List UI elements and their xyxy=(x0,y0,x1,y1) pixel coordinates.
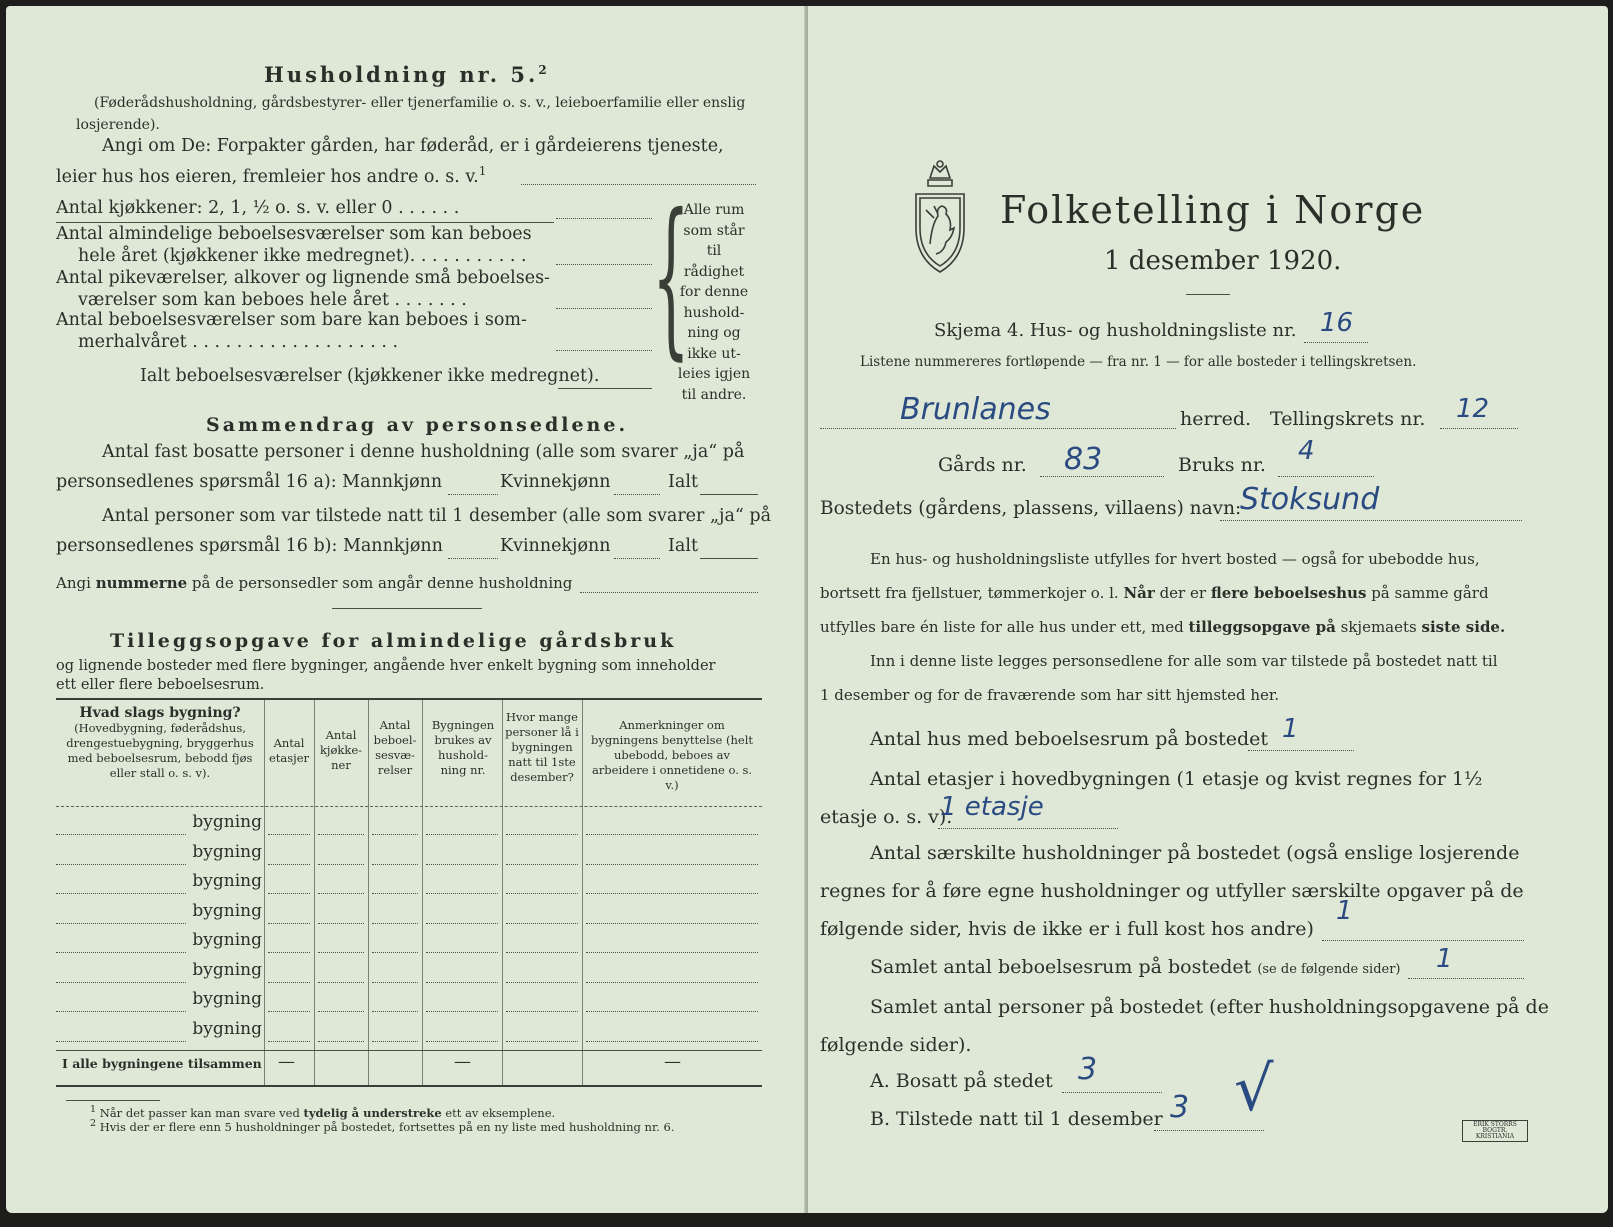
table-cell[interactable] xyxy=(426,952,498,953)
summary-2-male-answer[interactable] xyxy=(448,558,498,559)
rooms-regular-2: hele året (kjøkkener ikke medregnet). . . . . . . . . . . xyxy=(78,246,527,266)
para-1c xyxy=(820,618,1505,636)
footnote-1-post: ett av eksemplene. xyxy=(445,1105,556,1120)
intro-line-2 xyxy=(56,164,486,187)
brace-note xyxy=(674,200,754,405)
table-row-input[interactable] xyxy=(56,1041,186,1042)
table-total-separator xyxy=(56,1050,762,1051)
household-title xyxy=(264,62,550,87)
footnote-1-pre: Når det passer kan man svare ved xyxy=(99,1105,300,1120)
printer-stamp: ERIK STORRS BOGTR. KRISTIANIA xyxy=(1462,1120,1528,1142)
header-kitchens: Antal kjøkke-ner xyxy=(319,728,363,772)
summary-2-female-answer[interactable] xyxy=(614,558,660,559)
right-page xyxy=(808,6,1608,1213)
table-row-label: bygning xyxy=(192,841,262,862)
table-row-input[interactable] xyxy=(56,893,186,894)
table-cell[interactable] xyxy=(318,893,364,894)
table-cell[interactable] xyxy=(426,1011,498,1012)
footnote-1-bold: tydelig å understreke xyxy=(303,1105,442,1120)
table-cell[interactable] xyxy=(426,982,498,983)
rooms-kitchens-answer[interactable] xyxy=(556,218,652,219)
bruks-label: Bruks nr. xyxy=(1178,454,1266,476)
tellingskrets-line xyxy=(1440,428,1518,429)
header-floors: Antal etasjer xyxy=(268,736,310,765)
summary-1-total-label: Ialt xyxy=(668,472,698,492)
table-cell[interactable] xyxy=(268,893,310,894)
para-1b-post: på samme gård xyxy=(1371,584,1489,602)
q-rum-label xyxy=(870,956,1401,978)
summary-1-total-answer[interactable] xyxy=(700,494,758,495)
table-row-label: bygning xyxy=(192,812,262,832)
table-cell[interactable] xyxy=(586,1011,758,1012)
bosted-label: Bostedets (gårdens, plassens, villaens) navn: xyxy=(820,498,1242,519)
para-1b-bold1: Når xyxy=(1123,584,1155,602)
brace-note-line: ikke ut- xyxy=(687,345,741,362)
rooms-small-2: værelser som kan beboes hele året . . . . . . . xyxy=(78,290,467,310)
table-col-divider xyxy=(422,700,423,1085)
q-hush-value[interactable]: 1 xyxy=(1336,896,1353,926)
table-cell[interactable] xyxy=(318,982,364,983)
q-rum-value[interactable]: 1 xyxy=(1436,944,1453,974)
header-persons: Hvor mange personer lå i bygningen natt til 1ste desember? xyxy=(505,710,579,784)
rooms-regular-answer[interactable] xyxy=(556,264,652,265)
table-cell[interactable] xyxy=(506,952,578,953)
check-mark-icon: √ xyxy=(1234,1052,1274,1125)
para-1b-mid: der er xyxy=(1159,584,1207,602)
para-1b xyxy=(820,584,1489,602)
rooms-summer-2: merhalvåret . . . . . . . . . . . . . . . . . . . xyxy=(78,332,399,352)
table-cell[interactable] xyxy=(268,864,310,865)
b-value[interactable]: 3 xyxy=(1170,1090,1190,1125)
table-col-divider xyxy=(368,700,369,1085)
q-pers-b: følgende sider). xyxy=(820,1034,972,1056)
header-rooms: Antal beboel-sesvæ-relser xyxy=(373,718,417,777)
table-cell[interactable] xyxy=(586,952,758,953)
q-hush-b: regnes for å føre egne husholdninger og utfyller særskilte opgaver på de xyxy=(820,880,1524,902)
coat-of-arms-icon xyxy=(908,158,972,278)
footnote-2 xyxy=(90,1118,674,1134)
q-etasjer-value[interactable]: 1 etasje xyxy=(940,792,1044,822)
summary-2-total-label: Ialt xyxy=(668,536,698,556)
left-page xyxy=(6,6,806,1213)
rooms-underline xyxy=(56,222,554,223)
rooms-kitchens: Antal kjøkkener: 2, 1, ½ o. s. v. eller 0 . . . . . . xyxy=(56,198,460,218)
table-cell[interactable] xyxy=(506,923,578,924)
angi-pre: Angi xyxy=(56,574,91,592)
table-cell[interactable] xyxy=(268,982,310,983)
table-cell[interactable] xyxy=(586,923,758,924)
table-cell[interactable] xyxy=(372,834,418,835)
section-divider xyxy=(332,608,482,609)
brace-note-line: til andre. xyxy=(681,386,747,403)
table-cell[interactable] xyxy=(318,952,364,953)
q-etasjer-line xyxy=(938,828,1118,829)
schema-number-value[interactable]: 16 xyxy=(1320,308,1354,338)
herred-line xyxy=(820,428,1176,429)
table-cell[interactable] xyxy=(318,1011,364,1012)
table-row-label: bygning xyxy=(192,989,262,1009)
table-row-input[interactable] xyxy=(56,982,186,983)
rooms-total-answer[interactable] xyxy=(558,388,652,389)
herred-value[interactable]: Brunlanes xyxy=(900,392,1051,427)
table-row-input[interactable] xyxy=(56,952,186,953)
extra-text-2: ett eller flere beboelsesrum. xyxy=(56,677,265,693)
summary-1a: Antal fast bosatte personer i denne husholdning (alle som svarer „ja“ på xyxy=(102,442,745,462)
a-value[interactable]: 3 xyxy=(1078,1052,1098,1087)
table-cell[interactable] xyxy=(268,923,310,924)
total-floors: — xyxy=(278,1052,295,1072)
q-hush-a: Antal særskilte husholdninger på bostedet (også enslige losjerende xyxy=(870,842,1520,864)
footnote-2-text: Hvis der er flere enn 5 husholdninger på bostedet, fortsettes på en ny liste med husholdning nr. 6. xyxy=(99,1119,675,1134)
table-cell[interactable] xyxy=(586,1041,758,1042)
brace-note-line: rådighet xyxy=(683,263,745,280)
gards-line xyxy=(1040,476,1164,477)
table-cell[interactable] xyxy=(268,1011,310,1012)
numbering-note: Listene nummereres fortløpende — fra nr. 1 — for alle bosteder i tellingskretsen. xyxy=(860,354,1417,370)
table-header-separator xyxy=(56,806,762,807)
table-total-label: I alle bygningene tilsammen xyxy=(62,1056,262,1071)
bosted-value[interactable]: Stoksund xyxy=(1240,482,1380,517)
summary-1b: personsedlenes spørsmål 16 a): Mannkjønn xyxy=(56,472,443,492)
table-cell[interactable] xyxy=(318,923,364,924)
para-1b-bold2: flere beboelseshus xyxy=(1210,584,1367,602)
header-building-type-bold: Hvad slags bygning? xyxy=(79,705,241,721)
table-cell[interactable] xyxy=(426,1041,498,1042)
summary-2a: Antal personer som var tilstede natt til 1 desember (alle som svarer „ja“ på xyxy=(102,506,772,526)
table-cell[interactable] xyxy=(372,1041,418,1042)
rooms-small-answer[interactable] xyxy=(556,308,652,309)
q-hus-line xyxy=(1248,750,1354,751)
household-subtitle: (Føderådshusholdning, gårdsbestyrer- eller tjenerfamilie o. s. v., leieboerfamilie eller enslig losjerende). xyxy=(76,95,746,133)
gards-label: Gårds nr. xyxy=(938,454,1027,476)
table-cell[interactable] xyxy=(268,952,310,953)
table-cell[interactable] xyxy=(506,864,578,865)
para-1c-mid: skjemaets xyxy=(1340,618,1417,636)
rooms-small-1: Antal pikeværelser, alkover og lignende små beboelses- xyxy=(56,268,550,288)
table-row-label: bygning xyxy=(192,900,262,921)
bosted-line xyxy=(1220,520,1522,521)
table-cell[interactable] xyxy=(586,982,758,983)
schema-number-line xyxy=(1304,342,1368,343)
table-col-divider xyxy=(582,700,583,1085)
b-line xyxy=(1154,1130,1264,1131)
bruks-value[interactable]: 4 xyxy=(1298,436,1315,466)
summary-1-female-label: Kvinnekjønn xyxy=(500,472,611,492)
table-cell[interactable] xyxy=(372,864,418,865)
table-row-input[interactable] xyxy=(56,1011,186,1012)
table-cell[interactable] xyxy=(586,864,758,865)
brace-note-line: leies igjen xyxy=(677,366,751,382)
angi-numbers-answer[interactable] xyxy=(580,592,758,593)
q-etasjer-a: Antal etasjer i hovedbygningen (1 etasje og kvist regnes for 1½ xyxy=(870,768,1483,790)
q-hus-label: Antal hus med beboelsesrum på bostedet xyxy=(870,728,1269,750)
buildings-table xyxy=(56,698,762,1087)
rooms-summer-1: Antal beboelsesværelser som bare kan beboes i som- xyxy=(56,310,527,330)
footnote-2-mark: 2 xyxy=(90,1118,97,1129)
brace-note-line: Alle rum xyxy=(683,202,745,218)
extra-text-1: og lignende bosteder med flere bygninger, angående hver enkelt bygning som inneholder xyxy=(56,658,716,674)
brace-icon: { xyxy=(652,178,690,376)
bruks-line xyxy=(1278,476,1374,477)
para-2a: Inn i denne liste legges personsedlene for alle som var tilstede på bostedet natt til xyxy=(870,652,1498,670)
brace-note-line: hushold- xyxy=(683,304,745,321)
table-row-label: bygning xyxy=(192,959,262,980)
b-label: B. Tilstede natt til 1 desember xyxy=(870,1108,1163,1130)
table-row-label: bygning xyxy=(192,930,262,950)
table-row-input[interactable] xyxy=(56,834,186,835)
table-cell[interactable] xyxy=(318,864,364,865)
gards-value[interactable]: 83 xyxy=(1064,442,1103,477)
herred-label: herred. xyxy=(1180,408,1252,430)
q-hus-value[interactable]: 1 xyxy=(1282,714,1299,744)
q-rum-line xyxy=(1408,978,1524,979)
title-divider xyxy=(1186,294,1230,295)
q-rum-text: Samlet antal beboelsesrum på bostedet xyxy=(870,956,1252,978)
table-cell[interactable] xyxy=(506,982,578,983)
para-1c-bold2: siste side. xyxy=(1421,618,1506,636)
table-cell[interactable] xyxy=(426,864,498,865)
table-cell[interactable] xyxy=(426,893,498,894)
summary-2b: personsedlenes spørsmål 16 b): Mannkjønn xyxy=(56,536,443,556)
brace-note-line: ning og xyxy=(687,325,741,341)
household-title-footnote: 2 xyxy=(538,63,550,77)
extra-title: Tilleggsopgave for almindelige gårdsbruk xyxy=(110,630,677,652)
table-cell[interactable] xyxy=(506,893,578,894)
summary-2-total-answer[interactable] xyxy=(700,558,758,559)
para-1c-bold: tilleggsopgave på xyxy=(1188,618,1336,636)
q-hush-line xyxy=(1322,940,1524,941)
table-cell[interactable] xyxy=(426,834,498,835)
rooms-summer-answer[interactable] xyxy=(556,350,652,351)
table-cell[interactable] xyxy=(372,1011,418,1012)
header-building-type-text: (Hovedbygning, føderådshus, drengestuebygning, bryggerhus med beboelsesrum, bebodd fjøs eller stall o. s. v). xyxy=(66,721,254,780)
intro-footnote-mark: 1 xyxy=(478,164,487,178)
para-2b: 1 desember og for de fraværende som har sitt hjemsted her. xyxy=(820,686,1280,704)
table-row-label: bygning xyxy=(192,1018,262,1039)
brace-note-line: som står til xyxy=(683,222,745,259)
table-row-input[interactable] xyxy=(56,864,186,865)
table-cell[interactable] xyxy=(268,1041,310,1042)
q-hush-c: følgende sider, hvis de ikke er i full kost hos andre) xyxy=(820,918,1314,940)
total-used-by: — xyxy=(454,1052,471,1072)
table-cell[interactable] xyxy=(268,834,310,835)
a-line xyxy=(1062,1092,1162,1093)
table-cell[interactable] xyxy=(426,923,498,924)
table-cell[interactable] xyxy=(372,893,418,894)
table-cell[interactable] xyxy=(372,952,418,953)
household-title-text: Husholdning nr. 5. xyxy=(264,62,539,87)
para-1c-pre: utfylles bare én liste for alle hus under ett, med xyxy=(820,618,1184,636)
summary-title: Sammendrag av personsedlene. xyxy=(206,414,629,436)
table-cell[interactable] xyxy=(318,1041,364,1042)
intro-line-1: Angi om De: Forpakter gården, har føderåd, er i gårdeierens tjeneste, xyxy=(102,136,724,156)
table-cell[interactable] xyxy=(586,834,758,835)
rooms-regular-1: Antal almindelige beboelsesværelser som kan beboes xyxy=(56,224,532,244)
table-cell[interactable] xyxy=(372,982,418,983)
main-title: Folketelling i Norge xyxy=(1000,188,1426,232)
census-date: 1 desember 1920. xyxy=(1104,246,1342,276)
schema-label: Skjema 4. Hus- og husholdningsliste nr. xyxy=(934,320,1297,341)
table-col-divider xyxy=(314,700,315,1085)
table-cell[interactable] xyxy=(506,1011,578,1012)
para-1a: En hus- og husholdningsliste utfylles for hvert bosted — også for ubebodde hus, xyxy=(870,550,1480,568)
footnote-divider xyxy=(66,1100,160,1101)
intro-line-2-text: leier hus hos eieren, fremleier hos andre o. s. v. xyxy=(56,166,479,187)
header-used-by: Bygningen brukes av hushold-ning nr. xyxy=(431,718,495,777)
angi-bold: nummerne xyxy=(95,574,188,592)
intro-answer-line[interactable] xyxy=(521,184,756,185)
summary-1-male-answer[interactable] xyxy=(448,494,498,495)
tellingskrets-value[interactable]: 12 xyxy=(1456,394,1490,424)
table-cell[interactable] xyxy=(506,834,578,835)
header-remarks: Anmerkninger om bygningens benyttelse (helt ubebodd, beboes av arbeidere i onnetidene o. s. v.) xyxy=(591,718,753,792)
header-building-type xyxy=(60,706,260,781)
brace-note-line: for denne xyxy=(679,284,749,300)
table-cell[interactable] xyxy=(318,834,364,835)
table-cell[interactable] xyxy=(372,923,418,924)
q-pers-a: Samlet antal personer på bostedet (efter husholdningsopgavene på de xyxy=(870,996,1549,1018)
para-1b-pre: bortsett fra fjellstuer, tømmerkojer o. l. xyxy=(820,584,1119,602)
q-etasjer-b: etasje o. s. v). xyxy=(820,806,953,828)
q-rum-small: (se de følgende sider) xyxy=(1257,962,1401,977)
table-cell[interactable] xyxy=(586,893,758,894)
table-col-divider xyxy=(264,700,265,1085)
angi-numbers xyxy=(56,574,572,592)
table-cell[interactable] xyxy=(506,1041,578,1042)
footnote-1-mark: 1 xyxy=(90,1104,97,1115)
table-row-label: bygning xyxy=(192,871,262,891)
summary-2-female-label: Kvinnekjønn xyxy=(500,536,611,556)
table-row-input[interactable] xyxy=(56,923,186,924)
summary-1-female-answer[interactable] xyxy=(614,494,660,495)
rooms-total: Ialt beboelsesværelser (kjøkkener ikke medregnet). xyxy=(140,366,600,386)
total-remarks: — xyxy=(664,1052,681,1072)
table-col-divider xyxy=(502,700,503,1085)
tellingskrets-label: Tellingskrets nr. xyxy=(1270,408,1426,430)
a-label: A. Bosatt på stedet xyxy=(870,1070,1053,1092)
angi-post: på de personsedler som angår denne husholdning xyxy=(191,574,573,592)
